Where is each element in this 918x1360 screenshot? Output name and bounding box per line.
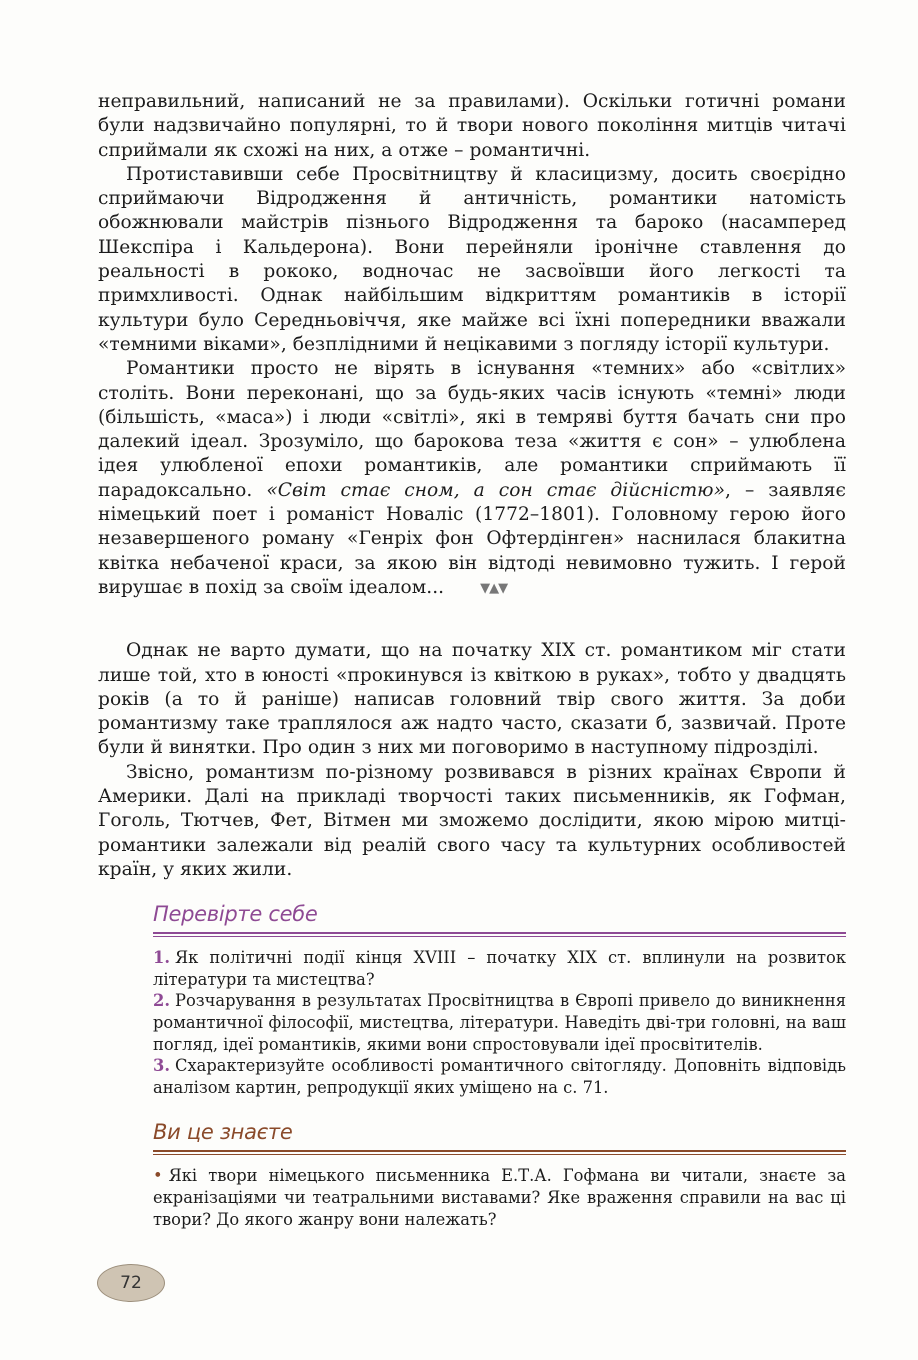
divider [153, 932, 846, 934]
list-item-text: Які твори німецького письменника Е.Т.А. Гофмана ви читали, знаєте за екранізаціями чи театральними виставами? Яке враження справили на вас ці твори? До якого жанру вони належать? [153, 1166, 846, 1229]
question-number: 3. [153, 1056, 170, 1076]
question-list [153, 947, 846, 1098]
divider [153, 1154, 846, 1155]
question-item [153, 1055, 846, 1098]
divider [153, 1150, 846, 1152]
paragraph-1: неправильний, написаний не за правилами). Оскільки готичні романи були надзвичайно популярні, то й твори нового покоління митців читачі сприймали як схожі на них, а отже – романтичні. [98, 91, 846, 161]
you-know-title: Ви це знаєте [153, 1120, 293, 1145]
body-text [98, 90, 846, 882]
question-text: Схарактеризуйте особливості романтичного світогляду. Доповніть відповідь аналізом картин, репродукції яких уміщено на с. 71. [153, 1056, 846, 1097]
paragraph-5: Звісно, романтизм по-різному розвивався в різних країнах Європи й Америки. Далі на прикладі творчості таких письменників, як Гофман, Гоголь, Тютчев, Фет, Вітмен ми зможемо дослідити, якою мірою митці-романтики залежали від реалій свого часу та культурних особливостей країн, у яких жили. [98, 761, 846, 880]
novalis-quote: «Світ стає сном, а сон стає дійсністю» [266, 479, 726, 501]
question-item [153, 990, 846, 1055]
question-text: Як політичні події кінця XVIII – початку XIX ст. вплинули на розвиток літератури та мистецтва? [153, 948, 846, 989]
question-text: Розчарування в результатах Просвітництва в Європі привело до виникнення романтичної філософії, мистецтва, літератури. Наведіть дві-три головні, на ваш погляд, ідеї романтиків, якими вони спростовували ідеї просвітителів. [153, 991, 846, 1054]
section-end-markers-icon: ▼▲▼ [480, 580, 508, 596]
paragraph-3-before: Романтики просто не вірять в існування «темних» або «світлих» століть. Вони переконані, що за будь-яких часів існують «темні» люди (більшість, «маса») і люди «світлі», які в темряві буття бачать сни про далекий ідеал. Зрозуміло, що барокова теза «життя є сон» – улюблена ідея улюбленої епохи романтиків, але романтики сприймають її парадоксально. [98, 358, 846, 501]
bullet-icon: • [153, 1166, 163, 1186]
check-yourself-title: Перевірте себе [153, 902, 318, 927]
paragraph-3-after: , – заявляє німецький поет і романіст Новаліс (1772–1801). Головному герою його незавершеного роману «Генріх фон Офтердінген» наснилася блакитна квітка небаченої краси, за якою він відтоді невимовно тужить. І герой вирушає в похід за своїм ідеалом... [98, 479, 846, 598]
question-item [153, 947, 846, 990]
paragraph-4: Однак не варто думати, що на початку XIX ст. романтиком міг стати лише той, хто в юності «прокинувся із квіткою в руках», тобто у двадцять років (а то й раніше) написав головний твір свого життя. За доби романтизму таке траплялося аж надто часто, сказати б, зазвичай. Проте були й винятки. Про один з них ми поговоримо в наступному підрозділі. [98, 640, 846, 759]
question-number: 1. [153, 948, 170, 968]
list-item [153, 1165, 846, 1230]
you-know-list [153, 1165, 846, 1230]
page-content [98, 90, 846, 1230]
page-number: 72 [97, 1264, 165, 1302]
paragraph-2: Протиставивши себе Просвітництву й класицизму, досить своєрідно сприймаючи Відродження й античність, романтики натомість обожнювали майстрів пізнього Відродження та бароко (насамперед Шекспіра і Кальдерона). Вони перейняли іронічне ставлення до реальності в рококо, водночас не засвоївши його легкості та примхливості. Однак найбільшим відкриттям романтиків в історії культури було Середньовіччя, яке майже всі їхні попередники вважали «темними віками», безплідними й нецікавими з погляду історії культури. [98, 163, 846, 355]
check-yourself-section [153, 902, 846, 1098]
divider [153, 936, 846, 937]
you-know-section [153, 1120, 846, 1230]
paragraph-3 [98, 357, 846, 601]
question-number: 2. [153, 991, 170, 1011]
